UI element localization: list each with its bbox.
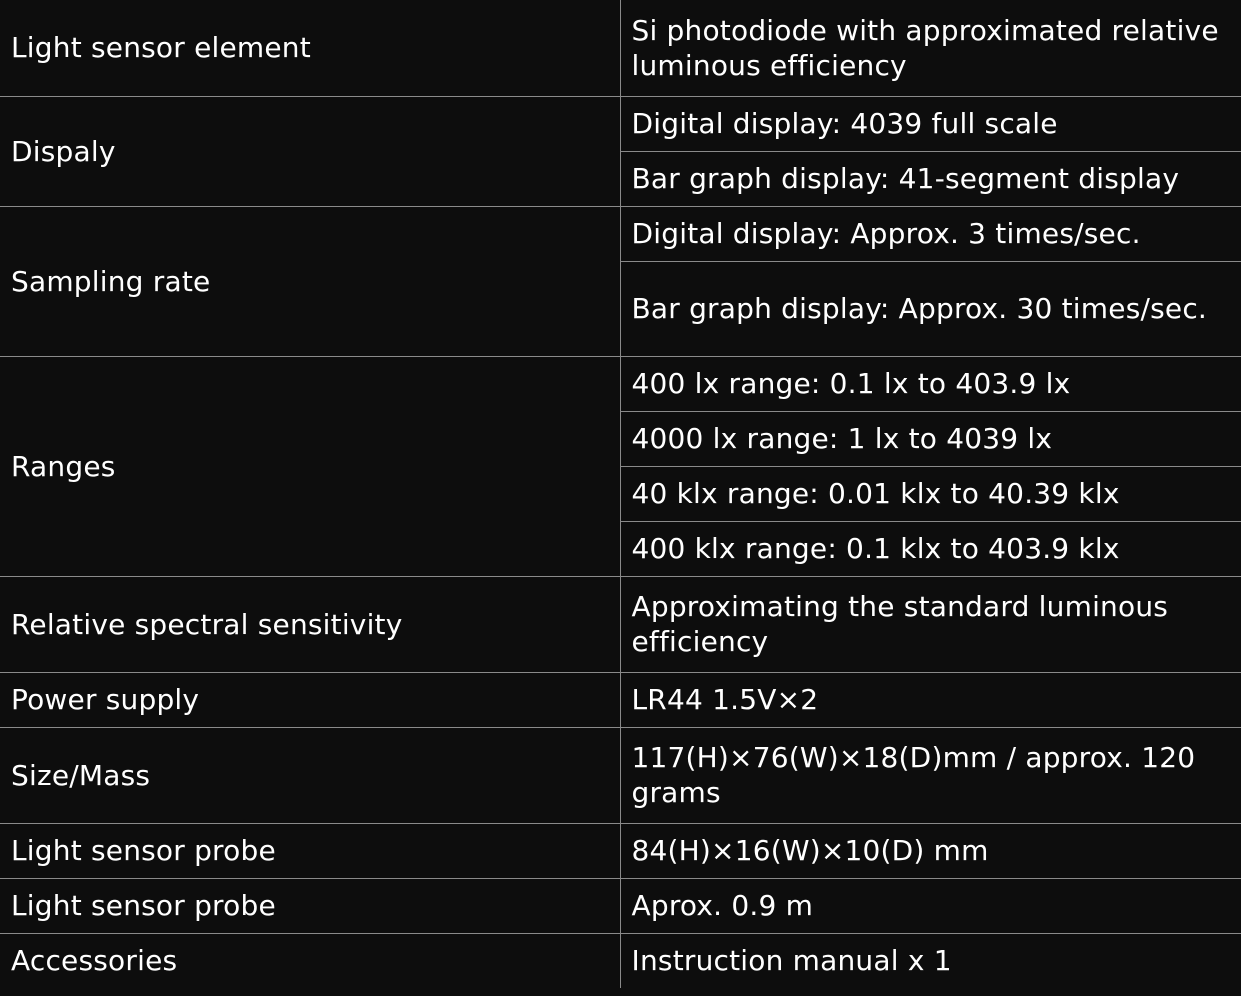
- row-value: LR44 1.5V×2: [620, 672, 1241, 727]
- row-label: Ranges: [0, 356, 620, 576]
- row-value: Aprox. 0.9 m: [620, 878, 1241, 933]
- row-value: 84(H)×16(W)×10(D) mm: [620, 823, 1241, 878]
- table-row: [0, 727, 1241, 823]
- row-label: Accessories: [0, 933, 620, 988]
- row-value: 40 klx range: 0.01 klx to 40.39 klx: [620, 466, 1241, 521]
- row-value: Digital display: Approx. 3 times/sec.: [620, 206, 1241, 261]
- row-value: 400 lx range: 0.1 lx to 403.9 lx: [620, 356, 1241, 411]
- row-value: 400 klx range: 0.1 klx to 403.9 klx: [620, 521, 1241, 576]
- table-row: [0, 356, 1241, 411]
- table-row: [0, 206, 1241, 261]
- row-label: Light sensor element: [0, 0, 620, 96]
- row-value: Instruction manual x 1: [620, 933, 1241, 988]
- row-value: Bar graph display: 41-segment display: [620, 151, 1241, 206]
- row-label: Light sensor probe: [0, 878, 620, 933]
- row-value: Bar graph display: Approx. 30 times/sec.: [620, 261, 1241, 356]
- row-label: Size/Mass: [0, 727, 620, 823]
- row-label: Power supply: [0, 672, 620, 727]
- row-value: 117(H)×76(W)×18(D)mm / approx. 120 grams: [620, 727, 1241, 823]
- row-value: Digital display: 4039 full scale: [620, 96, 1241, 151]
- row-label: Light sensor probe: [0, 823, 620, 878]
- table-row: [0, 576, 1241, 672]
- row-value: Approximating the standard luminous efficiency: [620, 576, 1241, 672]
- row-value: Si photodiode with approximated relative luminous efficiency: [620, 0, 1241, 96]
- table-row: [0, 672, 1241, 727]
- row-label: Relative spectral sensitivity: [0, 576, 620, 672]
- table-row: [0, 0, 1241, 96]
- table-row: [0, 933, 1241, 988]
- table-row: [0, 878, 1241, 933]
- row-value: 4000 lx range: 1 lx to 4039 lx: [620, 411, 1241, 466]
- table-row: [0, 96, 1241, 151]
- row-label: Dispaly: [0, 96, 620, 206]
- table-row: [0, 823, 1241, 878]
- row-label: Sampling rate: [0, 206, 620, 356]
